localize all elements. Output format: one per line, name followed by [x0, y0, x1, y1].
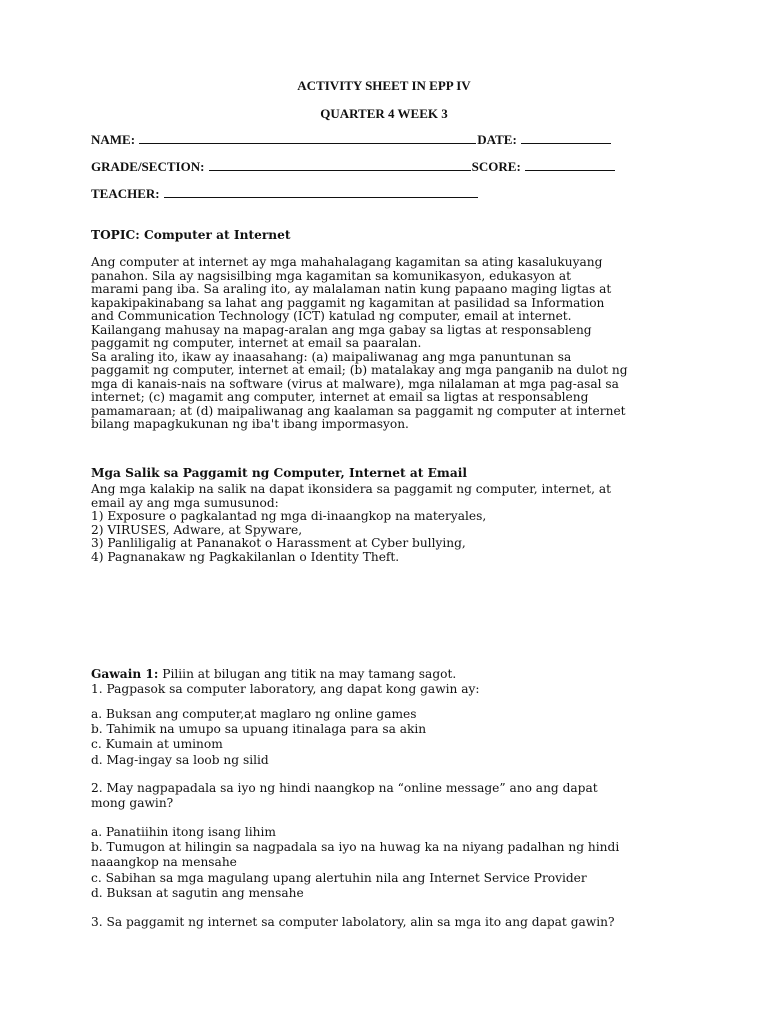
intro-line: Ang computer at internet ay mga mahahalagang kagamitan sa ating kasalukuyang	[91, 255, 603, 269]
intro-line: kapakipakinabang sa lahat ang paggamit ng kagamitan at pasilidad sa Information	[91, 295, 605, 310]
salik-item: 2) VIRUSES, Adware, at Spyware,	[91, 522, 303, 537]
name-label: NAME:	[91, 132, 136, 147]
date-blank	[521, 132, 611, 144]
salik-item: 4) Pagnanakaw ng Pagkakilanlan o Identity Theft.	[91, 549, 400, 564]
gawain-label: Gawain 1:	[91, 667, 159, 681]
intro-line: Kailangang mahusay na mapag-aralan ang mga gabay sa ligtas at responsableng	[91, 322, 592, 337]
intro-line: internet; (c) magamit ang computer, internet at email sa ligtas at responsableng	[91, 390, 589, 404]
sheet-title: ACTIVITY SHEET IN EPP IV	[297, 78, 471, 93]
grade-score-row	[91, 159, 651, 175]
question-2-choices	[91, 825, 681, 901]
intro-line: and Communication Technology (ICT) katulad ng computer, email at internet.	[91, 309, 572, 323]
choice-item: naaangkop na mensahe	[91, 855, 237, 870]
name-blank	[139, 132, 476, 144]
choice-item: b. Tumugon at hilingin sa nagpadala sa iyo na huwag ka na niyang padalhan ng hindi	[91, 840, 620, 855]
score-blank	[525, 159, 615, 171]
gawain-instruction: Piliin at bilugan ang titik na may tamang sagot.	[158, 667, 457, 681]
choice-item: b. Tahimik na umupo sa upuang itinalaga para sa akin	[91, 722, 427, 737]
choice-item: c. Kumain at uminom	[91, 737, 223, 752]
salik-item: 3) Panliligalig at Pananakot o Harassment at Cyber bullying,	[91, 536, 466, 550]
salik-line: email ay ang mga sumusunod:	[91, 495, 279, 510]
question-3: 3. Sa paggamit ng internet sa computer labolatory, alin sa mga ito ang dapat gawin?	[91, 915, 615, 929]
salik-paragraph	[91, 483, 681, 564]
intro-line: bilang mapagkukunan ng iba't ibang impormasyon.	[91, 417, 409, 431]
name-date-row	[91, 132, 651, 148]
question-2	[91, 781, 681, 811]
choice-item: c. Sabihan sa mga magulang upang alertuhin nila ang Internet Service Provider	[91, 870, 587, 885]
teacher-row	[91, 186, 651, 202]
intro-line: paggamit ng computer, internet at email; (b) matalakay ang mga panganib na dulot ng	[91, 363, 628, 377]
intro-line: Sa araling ito, ikaw ay inaasahang: (a) maipaliwanag ang mga panuntunan sa	[91, 349, 572, 364]
choice-item: d. Mag-ingay sa loob ng silid	[91, 752, 269, 767]
teacher-label: TEACHER:	[91, 186, 160, 201]
salik-heading: Mga Salik sa Paggamit ng Computer, Internet at Email	[91, 466, 467, 480]
intro-line: paggamit ng computer, internet at email sa paaralan.	[91, 336, 422, 350]
salik-item: 1) Exposure o pagkalantad ng mga di-inaangkop na materyales,	[91, 509, 487, 523]
intro-line: panahon. Sila ay nagsisilbing mga kagamitan sa komunikasyon, edukasyon at	[91, 268, 572, 283]
intro-line: marami pang iba. Sa araling ito, ay malalaman natin kung papaano maging ligtas at	[91, 282, 612, 296]
question-1-choices	[91, 707, 681, 768]
score-label: SCORE:	[471, 159, 521, 174]
question-2-line: mong gawin?	[91, 796, 174, 811]
question-1: 1. Pagpasok sa computer laboratory, ang dapat kong gawin ay:	[91, 682, 480, 697]
grade-section-blank	[209, 159, 471, 171]
choice-item: d. Buksan at sagutin ang mensahe	[91, 885, 304, 900]
teacher-blank	[164, 186, 478, 198]
intro-line: pamamaraan; at (d) maipaliwanag ang kaalaman sa paggamit ng computer at internet	[91, 403, 626, 418]
choice-item: a. Buksan ang computer,at maglaro ng online games	[91, 707, 417, 721]
choice-item: a. Panatiihin itong isang lihim	[91, 825, 276, 839]
gawain-header	[91, 667, 681, 697]
intro-paragraph	[91, 256, 681, 432]
grade-section-label: GRADE/SECTION:	[91, 159, 205, 174]
sheet-subtitle: QUARTER 4 WEEK 3	[320, 106, 448, 121]
topic-heading: TOPIC: Computer at Internet	[91, 228, 291, 242]
question-2-line: 2. May nagpapadala sa iyo ng hindi naangkop na “online message” ano ang dapat	[91, 781, 598, 795]
salik-line: Ang mga kalakip na salik na dapat ikonsidera sa paggamit ng computer, internet, at	[91, 482, 612, 496]
date-label: DATE:	[477, 132, 517, 147]
intro-line: mga di kanais-nais na software (virus at malware), mga nilalaman at mga pag-asal sa	[91, 376, 619, 391]
